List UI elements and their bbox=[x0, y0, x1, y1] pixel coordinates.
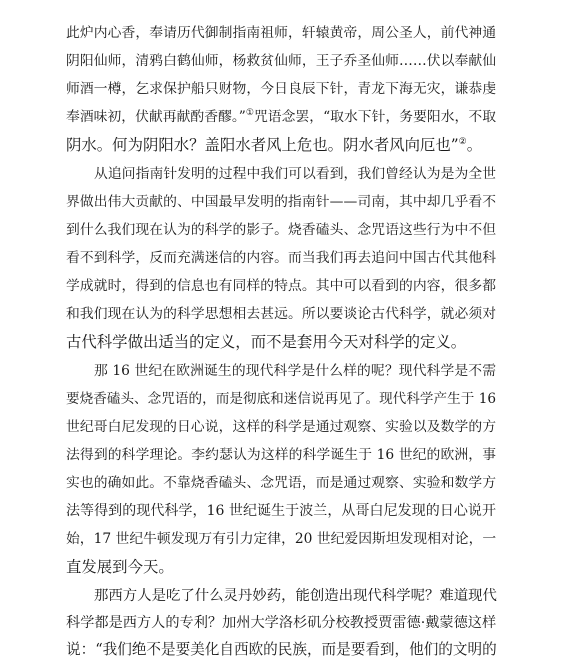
paragraph-first-line: 那西方人是吃了什么灵丹妙药，能创造出现代科学呢？难道现代 bbox=[94, 588, 497, 604]
text-line: 直发展到今天。 bbox=[66, 558, 174, 576]
text-line: 和我们现在认为的科学思想相去甚远。所以要谈论古代科学，就必须对 bbox=[66, 306, 496, 322]
text-line: 法得到的科学理论。李约瑟认为这样的科学诞生于 16 世纪的欧洲，事 bbox=[66, 447, 496, 463]
text-line bbox=[66, 103, 496, 131]
text-line: 实也的确如此。不靠烧香磕头、念咒语，而是通过观察、实验和数学方 bbox=[66, 475, 496, 491]
paragraph-first-line: 从追问指南针发明的过程中我们可以看到，我们曾经认为是为全世 bbox=[94, 166, 496, 182]
text-line: 要烧香磕头、念咒语的，而是彻底和迷信说再见了。现代科学产生于 16 bbox=[66, 391, 496, 407]
text-line: 说：“我们绝不是要美化自西欧的民族，而是要看到，他们的文明的 bbox=[66, 641, 497, 658]
text-segment: 咒语念罢，“取水下针，务要阳水，不取 bbox=[253, 109, 496, 125]
text-line: 师酒一樽，乞求保护船只财物，今日良辰下针，青龙下海无灾，谦恭虔 bbox=[66, 81, 496, 97]
text-segment: 奉酒味初，伏献再献酌香醪。” bbox=[66, 109, 246, 125]
text-segment: 。 bbox=[466, 136, 483, 154]
paragraph-first-line: 那 16 世纪在欧洲诞生的现代科学是什么样的呢？现代科学是不需 bbox=[94, 363, 496, 379]
footnote-marker: ① bbox=[245, 108, 254, 118]
text-line: 界做出伟大贡献的、中国最早发明的指南针——司南，其中却几乎看不 bbox=[66, 194, 496, 210]
text-line: 学成就时，得到的信息也有同样的特点。其中可以看到的内容，很多都 bbox=[66, 278, 496, 294]
footnote-marker: ② bbox=[458, 137, 467, 147]
text-line: 此炉内心香，奉请历代御制指南祖师，轩辕黄帝，周公圣人，前代神通 bbox=[66, 25, 496, 41]
text-line: 科学都是西方人的专利？加州大学洛杉矶分校教授贾雷德·戴蒙德这样 bbox=[66, 615, 497, 631]
text-segment: 阴水。何为阴阳水？盖阳水者风上危也。阴水者风向厄也” bbox=[66, 136, 459, 154]
text-line: 看不到科学，反而充满迷信的内容。而当我们再去追问中国古代其他科 bbox=[66, 250, 496, 266]
text-line bbox=[66, 131, 496, 159]
text-line: 世纪哥白尼发现的日心说，这样的科学是通过观察、实验以及数学的方 bbox=[66, 419, 496, 435]
text-line: 阴阳仙师，清鸦白鹤仙师，杨救贫仙师，王子乔圣仙师……伏以奉献仙 bbox=[66, 53, 496, 69]
text-line: 法等得到的现代科学，16 世纪诞生于波兰，从哥白尼发现的日心说开 bbox=[66, 503, 496, 519]
text-line: 到什么我们现在认为的科学的影子。烧香磕头、念咒语这些行为中不但 bbox=[66, 222, 496, 238]
text-line: 始，17 世纪牛顿发现万有引力定律，20 世纪爱因斯坦发现相对论，一 bbox=[66, 531, 497, 547]
text-line: 古代科学做出适当的定义，而不是套用今天对科学的定义。 bbox=[66, 333, 467, 351]
